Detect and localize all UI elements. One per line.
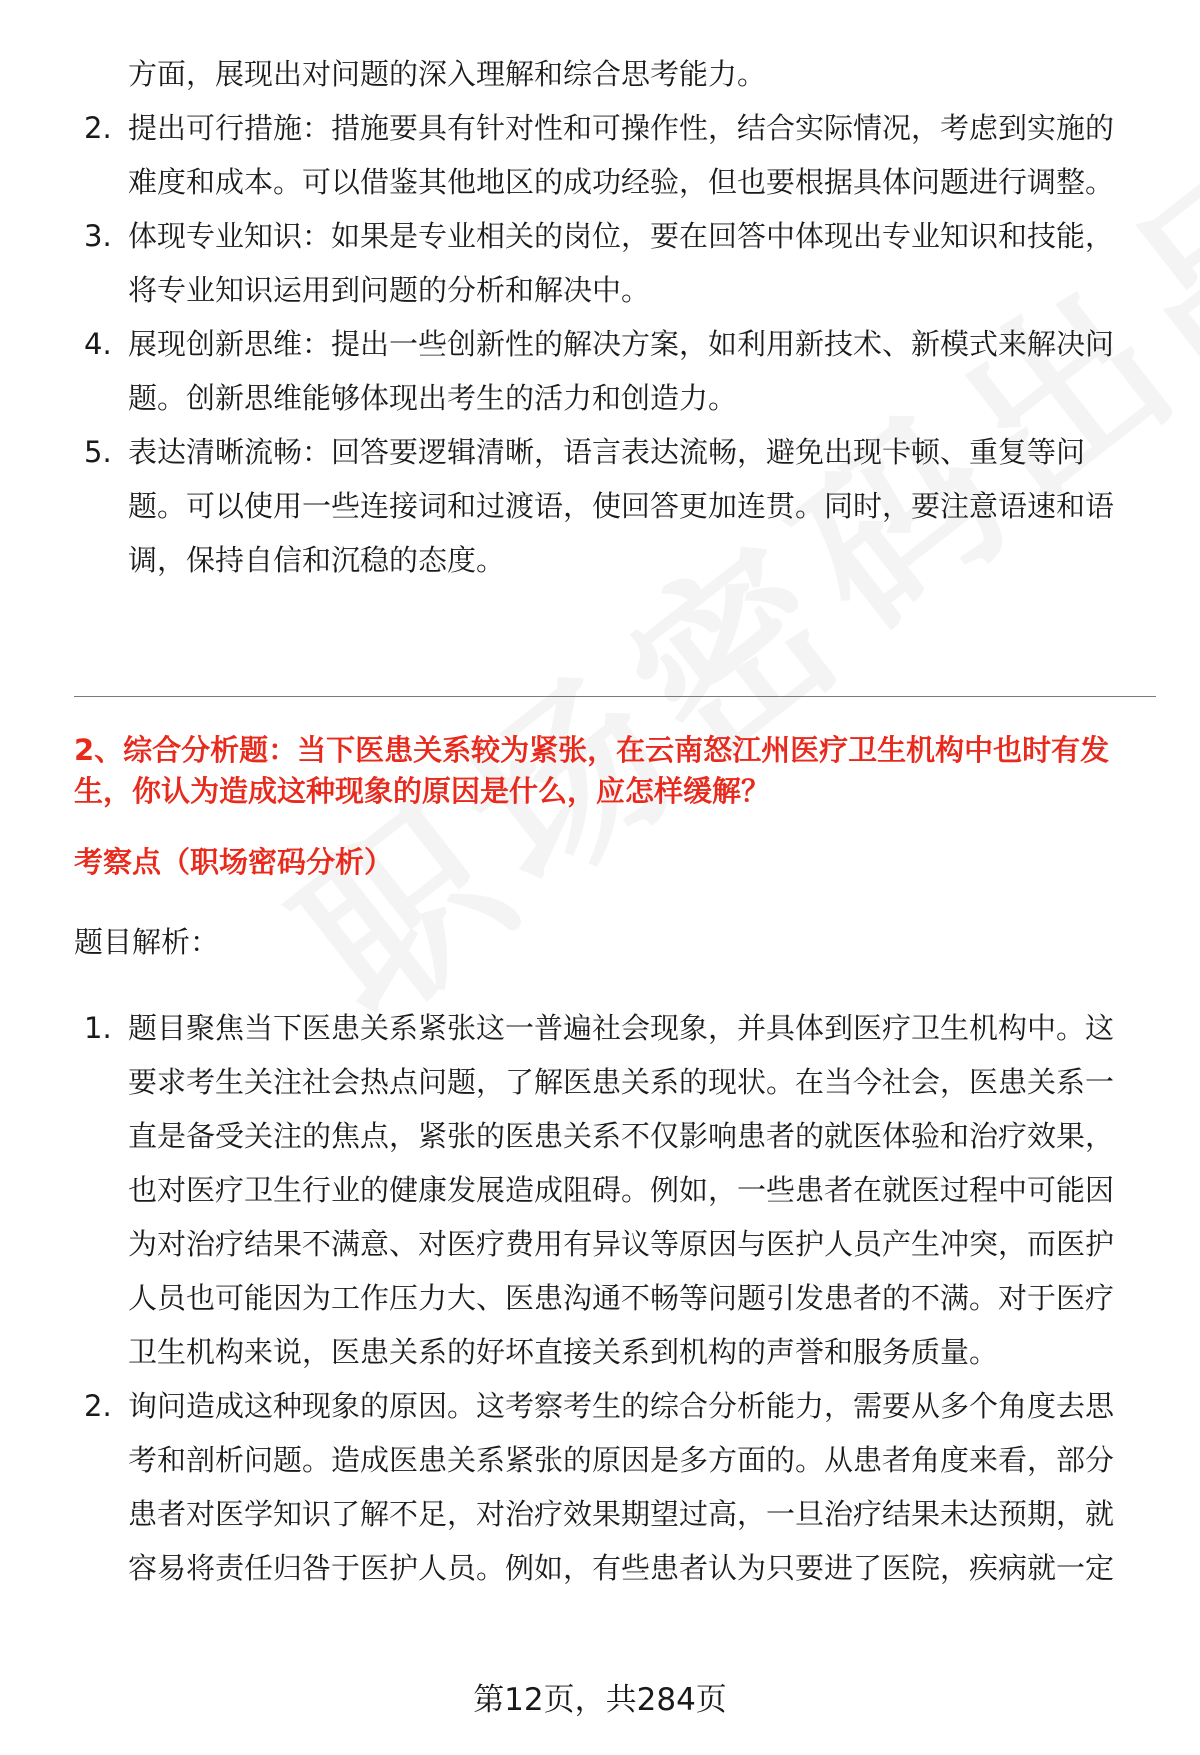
list-item-line: 也对医疗卫生行业的健康发展造成阻碍。例如，一些患者在就医过程中可能因	[128, 1173, 1115, 1207]
list-number: 4.	[84, 327, 112, 361]
list-item-line: 将专业知识运用到问题的分析和解决中。	[128, 273, 651, 307]
exam-point-heading: 考察点（职场密码分析）	[74, 845, 394, 879]
list-item-line: 直是备受关注的焦点，紧张的医患关系不仅影响患者的就医体验和治疗效果，	[128, 1119, 1115, 1153]
list-item-line: 容易将责任归咎于医护人员。例如，有些患者认为只要进了医院，疾病就一定	[128, 1551, 1115, 1585]
list-item-line: 提出可行措施：措施要具有针对性和可操作性，结合实际情况，考虑到实施的	[128, 111, 1115, 145]
list-number: 2.	[84, 1389, 112, 1423]
list-item-line: 展现创新思维：提出一些创新性的解决方案，如利用新技术、新模式来解决问	[128, 327, 1115, 361]
list-item-line: 难度和成本。可以借鉴其他地区的成功经验，但也要根据具体问题进行调整。	[128, 165, 1115, 199]
list-item-line: 人员也可能因为工作压力大、医患沟通不畅等问题引发患者的不满。对于医疗	[128, 1281, 1115, 1315]
list-number: 5.	[84, 435, 112, 469]
continuation-line: 方面，展现出对问题的深入理解和综合思考能力。	[128, 57, 767, 91]
list-item-line: 体现专业知识：如果是专业相关的岗位，要在回答中体现出专业知识和技能，	[128, 219, 1115, 253]
page-number: 第12页，共284页	[473, 1682, 727, 1718]
list-item-line: 题目聚焦当下医患关系紧张这一普遍社会现象，并具体到医疗卫生机构中。这	[128, 1011, 1115, 1045]
question-title-line: 2、综合分析题：当下医患关系较为紧张，在云南怒江州医疗卫生机构中也时有发	[74, 733, 1110, 767]
list-item-line: 要求考生关注社会热点问题，了解医患关系的现状。在当今社会，医患关系一	[128, 1065, 1115, 1099]
list-number: 2.	[84, 111, 112, 145]
list-item-line: 题。创新思维能够体现出考生的活力和创造力。	[128, 381, 738, 415]
list-item-line: 为对治疗结果不满意、对医疗费用有异议等原因与医护人员产生冲突，而医护	[128, 1227, 1115, 1261]
list-item-line: 患者对医学知识了解不足，对治疗效果期望过高，一旦治疗结果未达预期，就	[128, 1497, 1115, 1531]
question-title-line: 生，你认为造成这种现象的原因是什么，应怎样缓解？	[74, 774, 771, 808]
list-number: 1.	[84, 1011, 112, 1045]
list-item-line: 卫生机构来说，医患关系的好坏直接关系到机构的声誉和服务质量。	[128, 1335, 999, 1369]
list-item-line: 题。可以使用一些连接词和过渡语，使回答更加连贯。同时，要注意语速和语	[128, 489, 1115, 523]
section-divider	[74, 696, 1156, 697]
list-item-line: 询问造成这种现象的原因。这考察考生的综合分析能力，需要从多个角度去思	[128, 1389, 1115, 1423]
list-item-line: 调，保持自信和沉稳的态度。	[128, 543, 506, 577]
list-item-line: 表达清晰流畅：回答要逻辑清晰，语言表达流畅，避免出现卡顿、重复等问	[128, 435, 1086, 469]
list-item-line: 考和剖析问题。造成医患关系紧张的原因是多方面的。从患者角度来看，部分	[128, 1443, 1115, 1477]
analysis-label: 题目解析：	[74, 925, 220, 959]
list-number: 3.	[84, 219, 112, 253]
